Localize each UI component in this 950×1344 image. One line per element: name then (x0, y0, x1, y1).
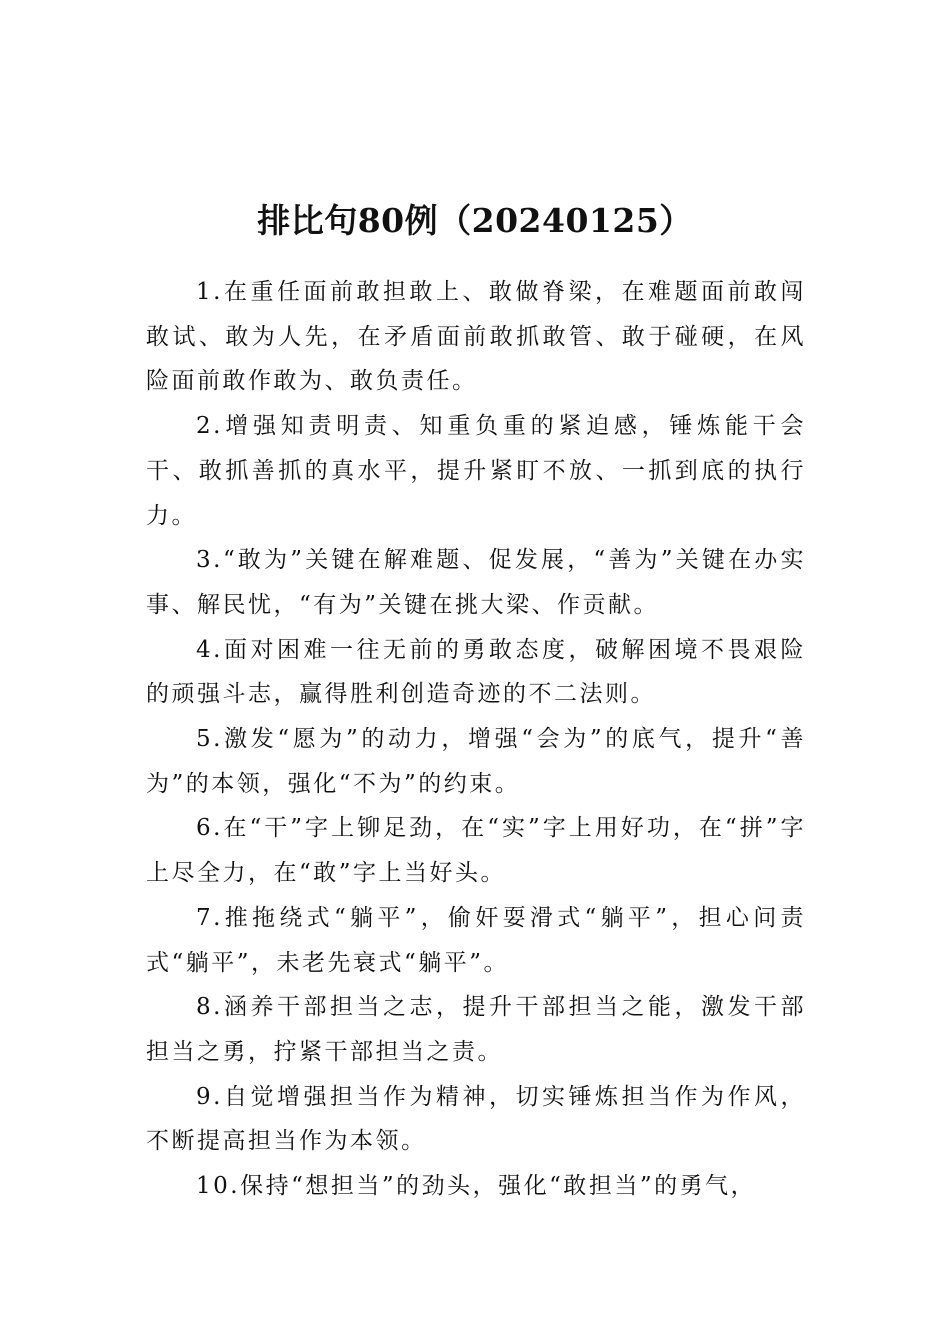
document-title: 排比句80例（20240125） (257, 201, 693, 241)
paragraph-6: 6.在“干”字上铆足劲，在“实”字上用好功，在“拼”字上尽全力，在“敢”字上当好头。 (146, 815, 806, 887)
paragraph-9: 9.自觉增强担当作为精神，切实锤炼担当作为作风，不断提高担当作为本领。 (146, 1083, 806, 1155)
paragraph-5: 5.激发“愿为”的动力，增强“会为”的底气，提升“善为”的本领，强化“不为”的约束。 (146, 726, 806, 797)
paragraph-7: 7.推拖绕式“躺平”，偷奸耍滑式“躺平”，担心问责式“躺平”，未老先衰式“躺平”。 (146, 904, 806, 976)
paragraph-4: 4.面对困难一往无前的勇敢态度，破解困境不畏艰险的顽强斗志，赢得胜利创造奇迹的不二法则。 (146, 636, 806, 708)
paragraph-1: 1.在重任面前敢担敢上、敢做脊梁，在难题面前敢闯敢试、敢为人先，在矛盾面前敢抓敢管、敢于碰硬，在风险面前敢作敢为、敢负责任。 (146, 279, 806, 395)
document-body (146, 270, 806, 1209)
paragraph-3: 3.“敢为”关键在解难题、促发展，“善为”关键在办实事、解民忧，“有为”关键在挑大梁、作贡献。 (146, 547, 806, 618)
paragraph-2: 2.增强知责明责、知重负重的紧迫感，锤炼能干会干、敢抓善抓的真水平，提升紧盯不放、一抓到底的执行力。 (146, 413, 806, 529)
paragraph-10: 10.保持“想担当”的劲头，强化“敢担当”的勇气， (196, 1173, 757, 1200)
paragraph-8: 8.涵养干部担当之志，提升干部担当之能，激发干部担当之勇，拧紧干部担当之责。 (146, 994, 806, 1065)
